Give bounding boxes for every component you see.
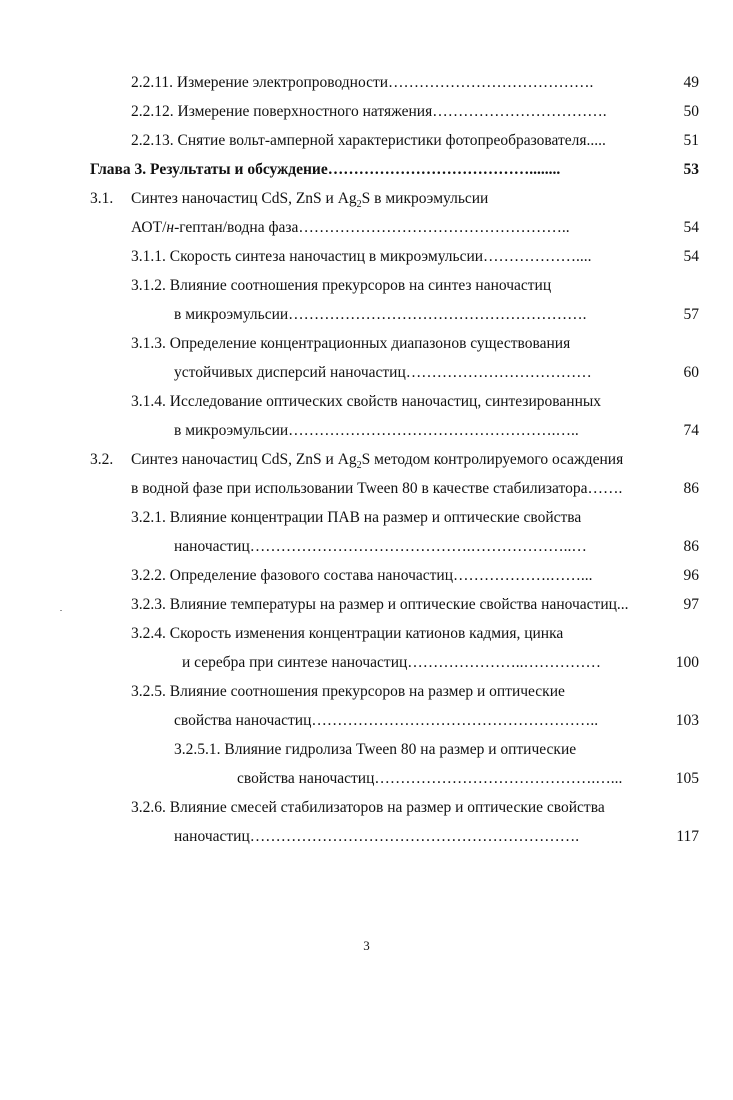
- toc-page-number: 51: [683, 132, 699, 149]
- toc-text: АОТ/: [131, 219, 167, 236]
- toc-entry-3-1-3[interactable]: 3.1.3. Определение концентрационных диапазонов существования: [131, 335, 571, 352]
- toc-entry-3-2-4-cont[interactable]: и серебра при синтезе наночастиц…………………..……………: [182, 654, 602, 671]
- subscript: 2: [356, 460, 362, 472]
- toc-chapter-3[interactable]: Глава 3. Результаты и обсуждение…………………………………........: [90, 161, 561, 178]
- toc-page-number: 57: [683, 306, 699, 323]
- toc-page-number: 96: [683, 567, 699, 584]
- toc-entry-3-1-2-cont[interactable]: в микроэмульсии………………………………………………….: [174, 306, 587, 323]
- toc-entry-3-2-4[interactable]: 3.2.4. Скорость изменения концентрации катионов кадмия, цинка: [131, 625, 564, 642]
- toc-text: S методом контролируемого осаждения: [361, 451, 624, 468]
- toc-page-number: 86: [683, 480, 699, 497]
- toc-entry-2-2-11[interactable]: 2.2.11. Измерение электропроводности………………………………….: [131, 74, 594, 91]
- toc-entry-3-1-3-cont[interactable]: устойчивых дисперсий наночастиц………………………………: [174, 364, 592, 381]
- toc-entry-3-1-4-cont[interactable]: в микроэмульсии…………………………………………….…..: [174, 422, 579, 439]
- toc-page-number: 117: [676, 828, 699, 845]
- toc-text-italic: н: [166, 219, 175, 236]
- toc-page-number: 54: [683, 248, 699, 265]
- toc-entry-2-2-12[interactable]: 2.2.12. Измерение поверхностного натяжения…………………………….: [131, 103, 607, 120]
- toc-entry-3-2-2[interactable]: 3.2.2. Определение фазового состава наночастиц……………….……...: [131, 567, 593, 584]
- toc-page-number: 54: [683, 219, 699, 236]
- toc-entry-3-2-5-1[interactable]: 3.2.5.1. Влияние гидролиза Tween 80 на размер и оптические: [174, 741, 577, 758]
- toc-entry-3-2-5[interactable]: 3.2.5. Влияние соотношения прекурсоров на размер и оптические: [131, 683, 565, 700]
- toc-entry-3-2-3[interactable]: 3.2.3. Влияние температуры на размер и оптические свойства наночастиц...: [131, 596, 629, 613]
- scan-speck: [60, 610, 62, 611]
- toc-text: -гептан/водна фаза……………………………………………..: [174, 219, 570, 236]
- toc-section-3-1[interactable]: [131, 189, 488, 209]
- toc-text: Синтез наночастиц CdS, ZnS и Ag: [131, 190, 357, 207]
- toc-entry-3-2-6-cont[interactable]: наночастиц……………………………………………………….: [174, 828, 580, 845]
- toc-text: S в микроэмульсии: [361, 190, 489, 207]
- toc-section-3-2[interactable]: [131, 450, 623, 470]
- toc-page-number: 60: [683, 364, 699, 381]
- toc-entry-3-2-5-cont[interactable]: свойства наночастиц………………………………………………..: [174, 712, 599, 729]
- toc-section-number: 3.2.: [90, 451, 114, 468]
- toc-page-number: 53: [683, 161, 699, 178]
- subscript: 2: [356, 199, 362, 211]
- toc-section-3-1-cont[interactable]: [131, 218, 570, 238]
- toc-section-number: 3.1.: [90, 190, 114, 207]
- toc-entry-3-2-5-1-cont[interactable]: свойства наночастиц…………………………………….…...: [237, 770, 623, 787]
- toc-entry-3-1-4[interactable]: 3.1.4. Исследование оптических свойств наночастиц, синтезированных: [131, 393, 602, 410]
- toc-page-number: 103: [675, 712, 699, 729]
- toc-section-3-2-cont[interactable]: в водной фазе при использовании Tween 80 в качестве стабилизатора…….: [131, 480, 623, 497]
- toc-entry-3-1-1[interactable]: 3.1.1. Скорость синтеза наночастиц в микроэмульсии………………....: [131, 248, 592, 265]
- toc-entry-3-2-6[interactable]: 3.2.6. Влияние смесей стабилизаторов на размер и оптические свойства: [131, 799, 605, 816]
- toc-entry-3-2-1-cont[interactable]: наночастиц…………………………………….………………..…: [174, 538, 587, 555]
- toc-page-number: 49: [683, 74, 699, 91]
- toc-page-number: 100: [675, 654, 699, 671]
- toc-entry-2-2-13[interactable]: 2.2.13. Снятие вольт-амперной характеристики фотопреобразователя.....: [131, 132, 606, 149]
- toc-page-number: 105: [675, 770, 699, 787]
- toc-entry-3-1-2[interactable]: 3.1.2. Влияние соотношения прекурсоров на синтез наночастиц: [131, 277, 552, 294]
- toc-page-number: 86: [683, 538, 699, 555]
- toc-page-number: 74: [683, 422, 699, 439]
- toc-entry-3-2-1[interactable]: 3.2.1. Влияние концентрации ПАВ на размер и оптические свойства: [131, 509, 582, 526]
- toc-page-number: 50: [683, 103, 699, 120]
- page-number-footer: 3: [363, 938, 370, 953]
- toc-text: Синтез наночастиц CdS, ZnS и Ag: [131, 451, 357, 468]
- toc-page-number: 97: [683, 596, 699, 613]
